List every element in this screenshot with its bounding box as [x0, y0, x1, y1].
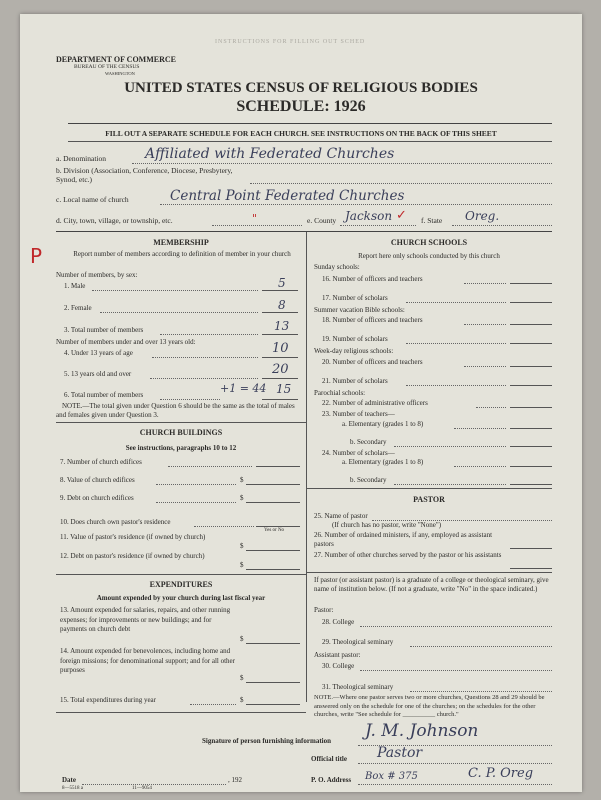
buildings-subtitle: See instructions, paragraphs 10 to 12: [125, 444, 237, 452]
q15-label: 15. Total expenditures during year: [60, 696, 156, 704]
q18-label: 18. Number of officers and teachers: [322, 316, 423, 324]
q9-dollar: $: [240, 494, 244, 502]
red-check-mark: ✓: [396, 207, 407, 222]
q6-line: [262, 399, 298, 400]
q25-note: (If church has no pastor, write "None"): [332, 521, 442, 529]
po-address-line: [358, 784, 552, 785]
summer-schools: Summer vacation Bible schools:: [314, 306, 405, 314]
q23a-line: [510, 428, 552, 429]
q20-label: 20. Number of officers and teachers: [322, 358, 423, 366]
q29-label: 29. Theological seminary: [322, 638, 394, 646]
q24a-line: [510, 466, 552, 467]
pastor-rule: [306, 572, 552, 573]
city-line: [212, 225, 302, 226]
q5-line: [262, 378, 298, 379]
q10-dots: [194, 526, 254, 527]
city-label: d. City, town, village, or township, etc.: [56, 216, 173, 225]
q24a-dots: [454, 466, 506, 467]
q19-dots: [406, 343, 506, 344]
q13-line: [246, 643, 300, 644]
q28-line: [360, 626, 552, 627]
q15-dots: [190, 704, 236, 705]
po-address-value-2[interactable]: C. P. Oreg: [468, 766, 534, 781]
county-value[interactable]: Jackson: [345, 209, 393, 223]
pastor-title: PASTOR: [413, 495, 445, 504]
signature-value[interactable]: J. M. Johnson: [365, 721, 479, 741]
q6-value-corrected[interactable]: 15: [276, 382, 292, 396]
local-name-value[interactable]: Central Point Federated Churches: [170, 188, 405, 204]
q27-label: 27. Number of other churches served by the pastor or his assistants: [314, 551, 502, 559]
membership-note: NOTE.—The total given under Question 6 should be the same as the total of males and females given under Question 3.: [56, 402, 295, 419]
weekday-schools: Week-day religious schools:: [314, 347, 394, 355]
column-divider: [306, 232, 307, 702]
q2-line: [262, 312, 298, 313]
q19-label: 19. Number of scholars: [322, 335, 388, 343]
bureau-name: BUREAU OF THE CENSUS: [74, 64, 140, 70]
q22-label: 22. Number of administrative officers: [322, 399, 428, 407]
membership-rule: [56, 422, 306, 423]
assistant-label: Assistant pastor:: [314, 651, 361, 659]
county-line: [340, 225, 416, 226]
q23b-line: [510, 446, 552, 447]
q24a-label: a. Elementary (grades 1 to 8): [342, 458, 424, 466]
q7-label: 7. Number of church edifices: [60, 458, 142, 466]
q3-label: 3. Total number of members: [64, 326, 144, 334]
q30-line: [360, 670, 552, 671]
schools-rule: [306, 488, 552, 489]
division-line: [250, 183, 552, 184]
local-name-label: c. Local name of church: [56, 195, 129, 204]
q10-line: [256, 526, 300, 527]
official-title-value[interactable]: Pastor: [377, 745, 423, 761]
schools-subtitle: Report here only schools conducted by this church: [358, 252, 500, 260]
q5-dots: [150, 378, 258, 379]
state-line: [452, 225, 552, 226]
q8-dots: [156, 484, 236, 485]
denomination-value[interactable]: Affiliated with Federated Churches: [145, 146, 395, 162]
q23a-dots: [454, 428, 506, 429]
q12-dollar: $: [240, 561, 244, 569]
q20-line: [510, 366, 552, 367]
local-name-line: [160, 204, 552, 205]
buildings-rule: [56, 574, 306, 575]
q1-dots: [92, 290, 258, 291]
q22-line: [510, 407, 552, 408]
q26-line: [510, 548, 552, 549]
denomination-line: [132, 163, 552, 164]
q1-line: [262, 290, 298, 291]
q29-line: [410, 646, 552, 647]
sunday-schools: Sunday schools:: [314, 263, 360, 271]
q19-line: [510, 343, 552, 344]
q6-dots: [160, 399, 220, 400]
q3-dots: [160, 334, 258, 335]
q23a-label: a. Elementary (grades 1 to 8): [342, 420, 424, 428]
state-value[interactable]: Oreg.: [465, 209, 500, 223]
q27-line: [510, 568, 552, 569]
q24b-line: [510, 484, 552, 485]
q4-line: [262, 357, 298, 358]
q28-label: 28. College: [322, 618, 355, 626]
q11-dollar: $: [240, 542, 244, 550]
q15-dollar: $: [240, 696, 244, 704]
q23-label: 23. Number of teachers—: [322, 410, 395, 418]
q10-label: 10. Does church own pastor's residence: [60, 518, 171, 526]
ghost-text: INSTRUCTIONS FOR FILLING OUT SCHED: [215, 39, 366, 45]
q9-label: 9. Debt on church edifices: [60, 494, 134, 502]
q31-label: 31. Theological seminary: [322, 683, 394, 691]
q8-dollar: $: [240, 476, 244, 484]
official-title-line: [358, 763, 552, 764]
census-form-sheet: [20, 14, 582, 792]
parochial-schools: Parochial schools:: [314, 389, 366, 397]
members-by-sex: Number of members, by sex:: [56, 271, 138, 279]
q13-label: 13. Amount expended for salaries, repairs, and other running expenses; for improvements or new buildings; and for payments on church debt: [60, 606, 231, 633]
membership-title: MEMBERSHIP: [153, 238, 209, 247]
form-number: 8—5518 a: [62, 786, 83, 791]
q9-dots: [156, 502, 236, 503]
q22-dots: [476, 407, 506, 408]
q11-label: 11. Value of pastor's residence (if owned by church): [60, 533, 206, 541]
po-address-label: P. O. Address: [311, 776, 352, 784]
city-name: WASHINGTON: [105, 71, 135, 76]
q21-label: 21. Number of scholars: [322, 377, 388, 385]
signature-label: Signature of person furnishing information: [202, 737, 331, 745]
q9-line: [246, 502, 300, 503]
q17-dots: [406, 302, 506, 303]
q5-label: 5. 13 years old and over: [64, 370, 132, 378]
q2-label: 2. Female: [64, 304, 92, 312]
expenditures-title: EXPENDITURES: [149, 580, 213, 589]
q13-dollar: $: [240, 635, 244, 643]
q5-value[interactable]: 20: [272, 362, 289, 377]
q20-dots: [464, 366, 506, 367]
q1-label: 1. Male: [64, 282, 86, 290]
q18-dots: [464, 324, 506, 325]
q4-dots: [152, 357, 258, 358]
q7-line: [256, 466, 300, 467]
q17-line: [510, 302, 552, 303]
date-line: [82, 784, 226, 785]
q24-label: 24. Number of scholars—: [322, 449, 395, 457]
margin-mark: P: [30, 244, 43, 268]
q6-label: 6. Total number of members: [64, 391, 144, 399]
q30-label: 30. College: [322, 662, 355, 670]
q12-line: [246, 569, 300, 570]
q16-line: [510, 283, 552, 284]
official-title-label: Official title: [311, 755, 347, 763]
q21-dots: [406, 385, 506, 386]
county-label: e. County: [307, 216, 337, 225]
yes-no-hint: Yes or No: [264, 528, 285, 533]
q24b-dots: [394, 484, 506, 485]
q14-line: [246, 682, 300, 683]
q26-label: 26. Number of ordained ministers, if any, employed as assistant pastors: [314, 531, 493, 548]
q2-value[interactable]: 8: [278, 298, 286, 312]
q14-label: 14. Amount expended for benevolences, including home and foreign missions; for denominational support; and for all other purposes: [60, 647, 235, 674]
po-address-value[interactable]: Box # 375: [365, 771, 418, 782]
q31-line: [410, 691, 552, 692]
graduate-note: If pastor (or assistant pastor) is a graduate of a college or theological seminary, give name of institution below. (If not a graduate, write "No" in the space indicated.): [314, 576, 549, 593]
q24b-label: b. Secondary: [350, 476, 387, 484]
date-label: Date: [62, 776, 76, 784]
q1-value[interactable]: 5: [278, 276, 286, 290]
q4-value[interactable]: 10: [272, 341, 289, 356]
date-year: , 192: [228, 776, 242, 784]
expenditures-subtitle: Amount expended by your church during last fiscal year: [96, 594, 266, 602]
q8-line: [246, 484, 300, 485]
pastor-note: NOTE.—Where one pastor serves two or more churches, Questions 28 and 29 should be answered only on the schedule for one of the churches; on the schedules for the other churches, write "See schedule for __________ church.": [314, 694, 545, 718]
form-title: UNITED STATES CENSUS OF RELIGIOUS BODIES: [124, 80, 478, 96]
instruction-rule: [68, 141, 552, 142]
pastor-label: Pastor:: [314, 606, 334, 614]
print-number: 11—9054: [132, 786, 152, 791]
q14-dollar: $: [240, 674, 244, 682]
q25-label: 25. Name of pastor: [314, 512, 368, 520]
age-intro: Number of members under and over 13 years old:: [56, 338, 196, 346]
header-rule: [68, 123, 552, 124]
department-name: DEPARTMENT OF COMMERCE: [56, 55, 177, 64]
q4-label: 4. Under 13 years of age: [64, 349, 133, 357]
schedule-title: SCHEDULE: 1926: [236, 98, 366, 115]
q17-label: 17. Number of scholars: [322, 294, 388, 302]
footer-rule: [56, 712, 306, 713]
schools-title: CHURCH SCHOOLS: [390, 238, 468, 247]
q11-line: [246, 550, 300, 551]
q7-dots: [168, 466, 252, 467]
buildings-title: CHURCH BUILDINGS: [139, 428, 223, 437]
state-label: f. State: [421, 216, 443, 225]
instruction-line: FILL OUT A SEPARATE SCHEDULE FOR EACH CHURCH. SEE INSTRUCTIONS ON THE BACK OF THIS SHEET: [105, 129, 497, 138]
q3-value[interactable]: 13: [274, 319, 290, 333]
city-value[interactable]: ": [252, 212, 258, 225]
q8-label: 8. Value of church edifices: [60, 476, 135, 484]
q18-line: [510, 324, 552, 325]
section-rule: [56, 231, 552, 232]
q15-line: [246, 704, 300, 705]
q2-dots: [100, 312, 258, 313]
q3-line: [262, 334, 298, 335]
denomination-label: a. Denomination: [56, 154, 106, 163]
membership-subtitle: Report number of members according to definition of member in your church: [73, 250, 291, 258]
q12-label: 12. Debt on pastor's residence (if owned by church): [60, 552, 205, 560]
q16-dots: [464, 283, 506, 284]
q16-label: 16. Number of officers and teachers: [322, 275, 423, 283]
q23b-label: b. Secondary: [350, 438, 387, 446]
q21-line: [510, 385, 552, 386]
q23b-dots: [394, 446, 506, 447]
q6-value[interactable]: +1 = 44: [220, 382, 267, 395]
division-label: b. Division (Association, Conference, Diocese, Presbytery, Synod, etc.): [56, 166, 233, 184]
